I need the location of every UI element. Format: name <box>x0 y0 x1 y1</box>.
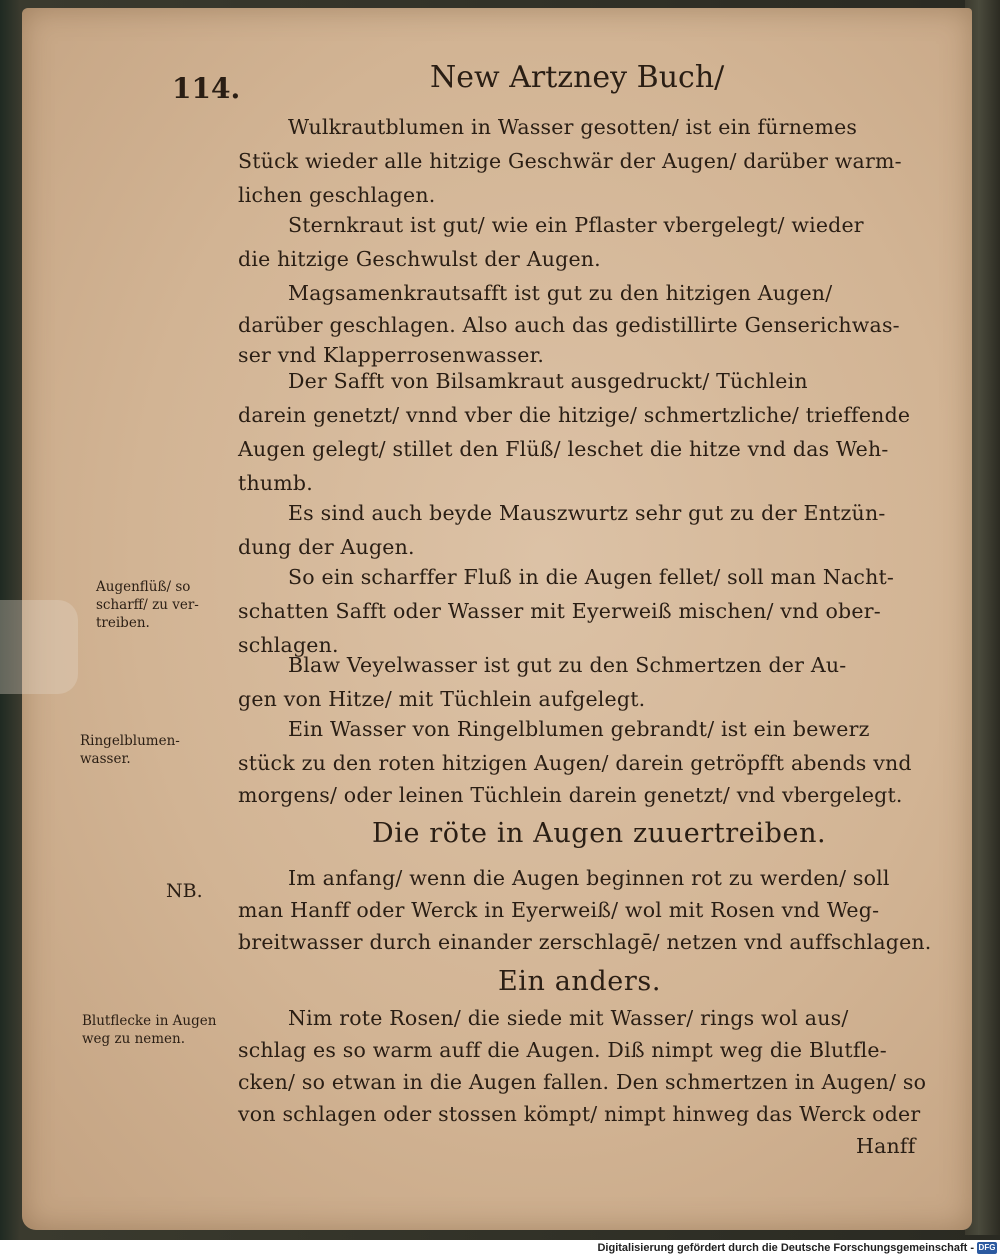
text-line: Blaw Veyelwasser ist gut zu den Schmertzen der Au- <box>288 653 847 677</box>
text-line: morgens/ oder leinen Tüchlein darein genetzt/ vnd vbergelegt. <box>238 783 903 807</box>
section-heading: Die röte in Augen zuuertreiben. <box>372 818 827 849</box>
text-line: Der Safft von Bilsamkraut ausgedruckt/ Tüchlein <box>288 369 808 393</box>
text-line: Im anfang/ wenn die Augen beginnen rot zu werden/ soll <box>288 866 890 890</box>
text-line: Wulkrautblumen in Wasser gesotten/ ist ein fürnemes <box>288 115 858 139</box>
text-line: Augen gelegt/ stillet den Flüß/ leschet die hitze vnd das Weh- <box>238 437 889 461</box>
running-title: New Artzney Buch/ <box>430 60 725 95</box>
text-line: darein genetzt/ vnnd vber die hitzige/ schmertzliche/ trieffende <box>238 403 911 427</box>
text-line: Nim rote Rosen/ die siede mit Wasser/ rings wol aus/ <box>288 1006 849 1030</box>
text-line: lichen geschlagen. <box>238 183 436 207</box>
text-line: Sternkraut ist gut/ wie ein Pflaster vbergelegt/ wieder <box>288 213 864 237</box>
digitization-footer <box>0 1240 1000 1257</box>
text-line: ser vnd Klapperrosenwasser. <box>238 343 545 367</box>
page-number: 114. <box>172 72 241 105</box>
catchword: Hanff <box>856 1134 916 1158</box>
text-line: thumb. <box>238 471 313 495</box>
section-heading: Ein anders. <box>498 966 662 997</box>
marginal-note: Ringelblumen-wasser. <box>80 733 180 767</box>
page-tab <box>0 600 78 694</box>
text-line: breitwasser durch einander zerschlagē/ netzen vnd auffschlagen. <box>238 930 932 954</box>
text-line: Magsamenkrautsafft ist gut zu den hitzigen Augen/ <box>288 281 833 305</box>
text-line: cken/ so etwan in die Augen fallen. Den schmertzen in Augen/ so <box>238 1070 927 1094</box>
marginal-note: Blutflecke in Augen weg zu nemen. <box>82 1013 217 1047</box>
footer-text: Digitalisierung gefördert durch die Deutsche Forschungsgemeinschaft - <box>597 1242 974 1254</box>
marginal-note: Augenflüß/ so scharff/ zu ver-treiben. <box>96 579 199 631</box>
text-line: So ein scharffer Fluß in die Augen fellet/ soll man Nacht- <box>288 565 895 589</box>
text-line: Stück wieder alle hitzige Geschwär der Augen/ darüber warm- <box>238 149 902 173</box>
marginal-note-nb: NB. <box>166 880 203 902</box>
text-line: schatten Safft oder Wasser mit Eyerweiß mischen/ vnd ober- <box>238 599 881 623</box>
text-line: darüber geschlagen. Also auch das gedistillirte Genserichwas- <box>238 313 900 337</box>
text-line: die hitzige Geschwulst der Augen. <box>238 247 601 271</box>
text-line: Ein Wasser von Ringelblumen gebrandt/ ist ein bewerz <box>288 717 870 741</box>
text-line: dung der Augen. <box>238 535 415 559</box>
text-line: von schlagen oder stossen kömpt/ nimpt hinweg das Werck oder <box>238 1102 921 1126</box>
text-line: stück zu den roten hitzigen Augen/ darein getröpfft abends vnd <box>238 751 912 775</box>
text-line: schlagen. <box>238 633 339 657</box>
dfg-logo: DFG <box>978 1243 996 1252</box>
text-line: Es sind auch beyde Mauszwurtz sehr gut zu der Entzün- <box>288 501 886 525</box>
text-line: schlag es so warm auff die Augen. Diß nimpt weg die Blutfle- <box>238 1038 887 1062</box>
text-line: gen von Hitze/ mit Tüchlein aufgelegt. <box>238 687 646 711</box>
text-line: man Hanff oder Werck in Eyerweiß/ wol mit Rosen vnd Weg- <box>238 898 880 922</box>
